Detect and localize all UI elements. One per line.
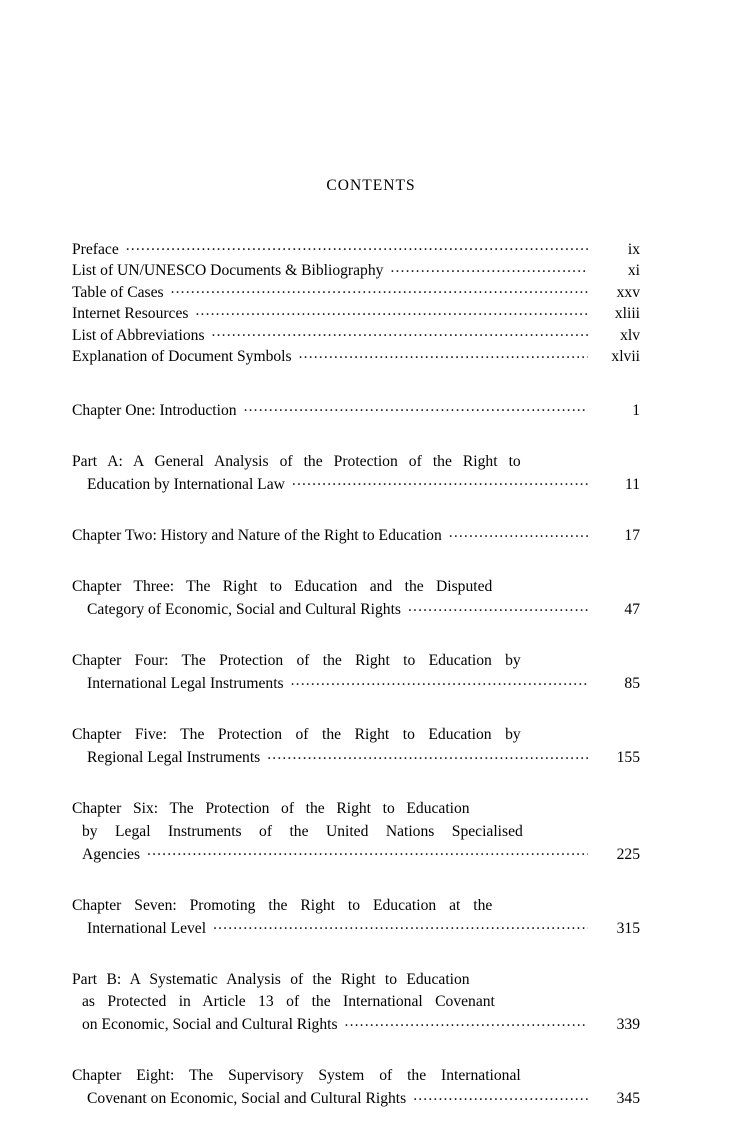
front-matter-list — [72, 238, 640, 367]
toc-entry[interactable] — [72, 724, 640, 769]
dot-leader — [408, 599, 588, 615]
toc-entry[interactable] — [72, 303, 640, 325]
toc-entry-title-line: Part A: A General Analysis of the Protection of the Right to — [72, 452, 521, 470]
toc-entry-title: Explanation of Document Symbols — [72, 348, 292, 366]
toc-entry-title-line: Chapter Five: The Protection of the Right to Education by — [72, 726, 521, 743]
toc-entry-title: Table of Cases — [72, 283, 164, 301]
page-title: CONTENTS — [326, 177, 416, 194]
dot-leader — [345, 1014, 588, 1030]
toc-entry-title: Preface — [72, 240, 119, 258]
dot-leader — [267, 747, 588, 763]
toc-entry[interactable] — [72, 798, 640, 866]
toc-entry[interactable] — [72, 650, 640, 695]
toc-entry-title: Internet Resources — [72, 305, 189, 323]
toc-entry[interactable] — [72, 399, 640, 422]
toc-entry-title: List of UN/UNESCO Documents & Bibliography — [72, 262, 384, 280]
toc-entry-title-line: Chapter Four: The Protection of the Right to Education by — [72, 652, 521, 669]
toc-entry-title-line: Part B: A Systematic Analysis of the Right to Education — [72, 970, 470, 988]
toc-entry[interactable] — [72, 576, 640, 621]
toc-entry-title-line: Education by International Law — [87, 475, 285, 493]
toc-entry-page: 11 — [624, 475, 640, 493]
toc-entry-page: 339 — [616, 1016, 640, 1034]
toc-entry-title-line: International Level — [87, 919, 207, 937]
toc-entry-title: Chapter Two: History and Nature of the Right to Education — [72, 527, 442, 545]
toc-entry[interactable] — [72, 525, 640, 548]
toc-entry-title-line: Chapter Six: The Protection of the Right to Education — [72, 800, 470, 817]
toc-entry[interactable] — [72, 1065, 640, 1110]
dot-leader — [213, 917, 588, 933]
toc-entry[interactable] — [72, 324, 640, 346]
toc-entry-title-line: on Economic, Social and Cultural Rights — [82, 1016, 338, 1034]
dot-leader — [171, 281, 588, 297]
toc-entry-title-line: Regional Legal Instruments — [87, 749, 261, 767]
toc-entry-title-line: Chapter Eight: The Supervisory System of the International — [72, 1067, 521, 1084]
toc-entry-page: xlvii — [611, 348, 640, 366]
toc-entry-title-line: as Protected in Article 13 of the International Covenant — [82, 993, 495, 1010]
toc-entry-title-line: Category of Economic, Social and Cultural Rights — [87, 601, 401, 619]
toc-entry[interactable] — [72, 451, 640, 496]
dot-leader — [390, 260, 588, 276]
toc-entry-title-line: Agencies — [82, 845, 141, 863]
dot-leader — [299, 346, 588, 362]
toc-entry[interactable] — [72, 346, 640, 368]
dot-leader — [244, 399, 588, 415]
toc-entry-page: ix — [627, 240, 640, 258]
toc-entry-page: 225 — [616, 845, 640, 863]
toc-entry-title-line: by Legal Instruments of the United Nations Specialised — [82, 822, 523, 840]
toc-entry[interactable] — [72, 969, 640, 1037]
dot-leader — [291, 673, 588, 689]
toc-entry-page: xxv — [616, 283, 640, 301]
toc-entry-page: xlv — [620, 326, 640, 344]
dot-leader — [449, 525, 588, 541]
dot-leader — [147, 843, 588, 859]
toc-entry-page: 17 — [624, 527, 640, 545]
toc-entry-title: List of Abbreviations — [72, 326, 205, 344]
toc-entry-page: xi — [627, 262, 640, 280]
toc-entry[interactable] — [72, 281, 640, 303]
toc-entry-page: 345 — [616, 1090, 640, 1108]
toc-entry-page: xliii — [614, 305, 640, 323]
toc-entry-page: 85 — [624, 675, 640, 693]
dot-leader — [212, 324, 588, 340]
toc-entry-page: 47 — [624, 601, 640, 619]
toc-entry-title-line: Chapter Three: The Right to Education and the Disputed — [72, 578, 493, 595]
dot-leader — [292, 473, 588, 489]
toc-entry-title: Chapter One: Introduction — [72, 401, 237, 419]
toc-entry[interactable] — [72, 260, 640, 282]
toc-entry-page: 1 — [632, 401, 640, 419]
toc-entry-page: 315 — [616, 919, 640, 937]
toc-entry-page: 155 — [616, 749, 640, 767]
toc-entry-title-line: International Legal Instruments — [87, 675, 284, 693]
toc-entry[interactable] — [72, 895, 640, 940]
dot-leader — [126, 238, 588, 254]
toc-entry-title-line: Covenant on Economic, Social and Cultural Rights — [87, 1090, 407, 1108]
dot-leader — [413, 1088, 588, 1104]
toc-entry[interactable] — [72, 238, 640, 260]
dot-leader — [195, 303, 588, 319]
table-of-contents — [72, 238, 640, 1110]
toc-entry-title-line: Chapter Seven: Promoting the Right to Education at the — [72, 896, 493, 914]
